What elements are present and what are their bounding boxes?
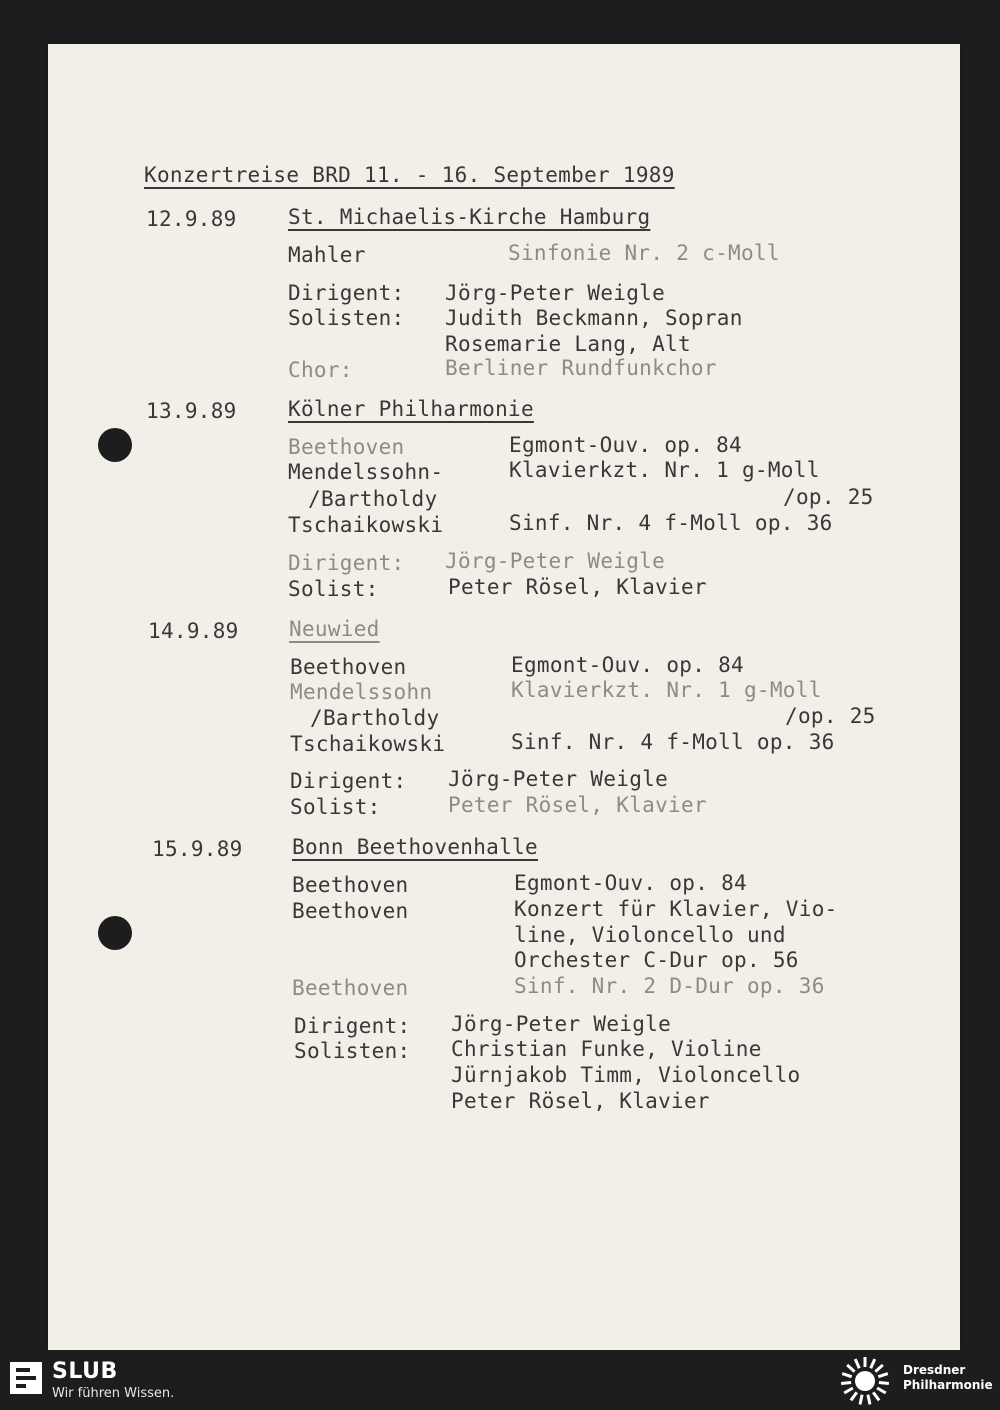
program-composer: Beethoven [292, 976, 409, 1000]
program-composer: Beethoven [288, 435, 405, 459]
credit-role: Solisten: [288, 306, 405, 330]
concert-date: 14.9.89 [148, 619, 239, 643]
program-work: line, Violoncello und [514, 923, 786, 947]
program-work: Sinf. Nr. 2 D-Dur op. 36 [514, 974, 825, 998]
slub-logo-icon [10, 1362, 42, 1394]
credit-role: Dirigent: [288, 551, 405, 575]
program-composer: Beethoven [292, 899, 409, 923]
partner-name [903, 1363, 993, 1393]
credit-name: Christian Funke, Violine [451, 1037, 762, 1061]
program-composer: /Bartholdy [310, 706, 440, 730]
program-work: /op. 25 [785, 704, 876, 728]
concert-venue: St. Michaelis-Kirche Hamburg [288, 205, 651, 229]
credit-role: Solisten: [294, 1039, 411, 1063]
credit-name: Peter Rösel, Klavier [448, 793, 707, 817]
dresdner-philharmonie-logo-icon [840, 1356, 890, 1406]
punch-hole [98, 428, 132, 462]
program-composer: Mahler [288, 243, 366, 267]
concert-date: 15.9.89 [152, 837, 243, 861]
document-title: Konzertreise BRD 11. - 16. September 1989 [144, 163, 675, 187]
credit-name: Jörg-Peter Weigle [445, 281, 666, 305]
program-work: Konzert für Klavier, Vio- [514, 897, 838, 921]
credit-role: Dirigent: [294, 1014, 411, 1038]
credit-name: Peter Rösel, Klavier [448, 575, 707, 599]
credit-name: Jürnjakob Timm, Violoncello [451, 1063, 801, 1087]
document-page [48, 44, 960, 1350]
program-composer: Beethoven [292, 873, 409, 897]
program-composer: Beethoven [290, 655, 407, 679]
credit-role: Dirigent: [290, 769, 407, 793]
credit-name: Rosemarie Lang, Alt [445, 332, 691, 356]
program-work: Sinf. Nr. 4 f-Moll op. 36 [511, 730, 835, 754]
program-composer: Mendelssohn- [288, 460, 444, 484]
credit-role: Solist: [290, 795, 381, 819]
concert-venue: Bonn Beethovenhalle [292, 835, 538, 859]
credit-name: Jörg-Peter Weigle [451, 1012, 672, 1036]
slub-tagline: Wir führen Wissen. [52, 1386, 175, 1401]
credit-name: Jörg-Peter Weigle [445, 549, 666, 573]
credit-role: Dirigent: [288, 281, 405, 305]
credit-name: Jörg-Peter Weigle [448, 767, 669, 791]
concert-date: 13.9.89 [146, 399, 237, 423]
program-work: /op. 25 [783, 485, 874, 509]
program-composer: /Bartholdy [308, 487, 438, 511]
program-composer: Mendelssohn [290, 680, 433, 704]
slub-title: SLUB [52, 1359, 118, 1384]
program-work: Egmont-Ouv. op. 84 [514, 871, 747, 895]
credit-name: Peter Rösel, Klavier [451, 1089, 710, 1113]
concert-venue: Kölner Philharmonie [288, 397, 534, 421]
program-work: Egmont-Ouv. op. 84 [509, 433, 742, 457]
partner-line-2: Philharmonie [903, 1378, 993, 1392]
program-work: Klavierkzt. Nr. 1 g-Moll [509, 458, 820, 482]
program-work: Orchester C-Dur op. 56 [514, 948, 799, 972]
program-work: Sinfonie Nr. 2 c-Moll [508, 241, 780, 265]
concert-venue: Neuwied [289, 617, 380, 641]
footer-bar [0, 1350, 1000, 1410]
program-composer: Tschaikowski [290, 732, 446, 756]
punch-hole [98, 916, 132, 950]
program-work: Egmont-Ouv. op. 84 [511, 653, 744, 677]
program-composer: Tschaikowski [288, 513, 444, 537]
program-work: Klavierkzt. Nr. 1 g-Moll [511, 678, 822, 702]
credit-name: Berliner Rundfunkchor [445, 356, 717, 380]
credit-name: Judith Beckmann, Sopran [445, 306, 743, 330]
credit-role: Chor: [288, 358, 353, 382]
credit-role: Solist: [288, 577, 379, 601]
concert-date: 12.9.89 [146, 207, 237, 231]
program-work: Sinf. Nr. 4 f-Moll op. 36 [509, 511, 833, 535]
partner-line-1: Dresdner [903, 1363, 966, 1377]
